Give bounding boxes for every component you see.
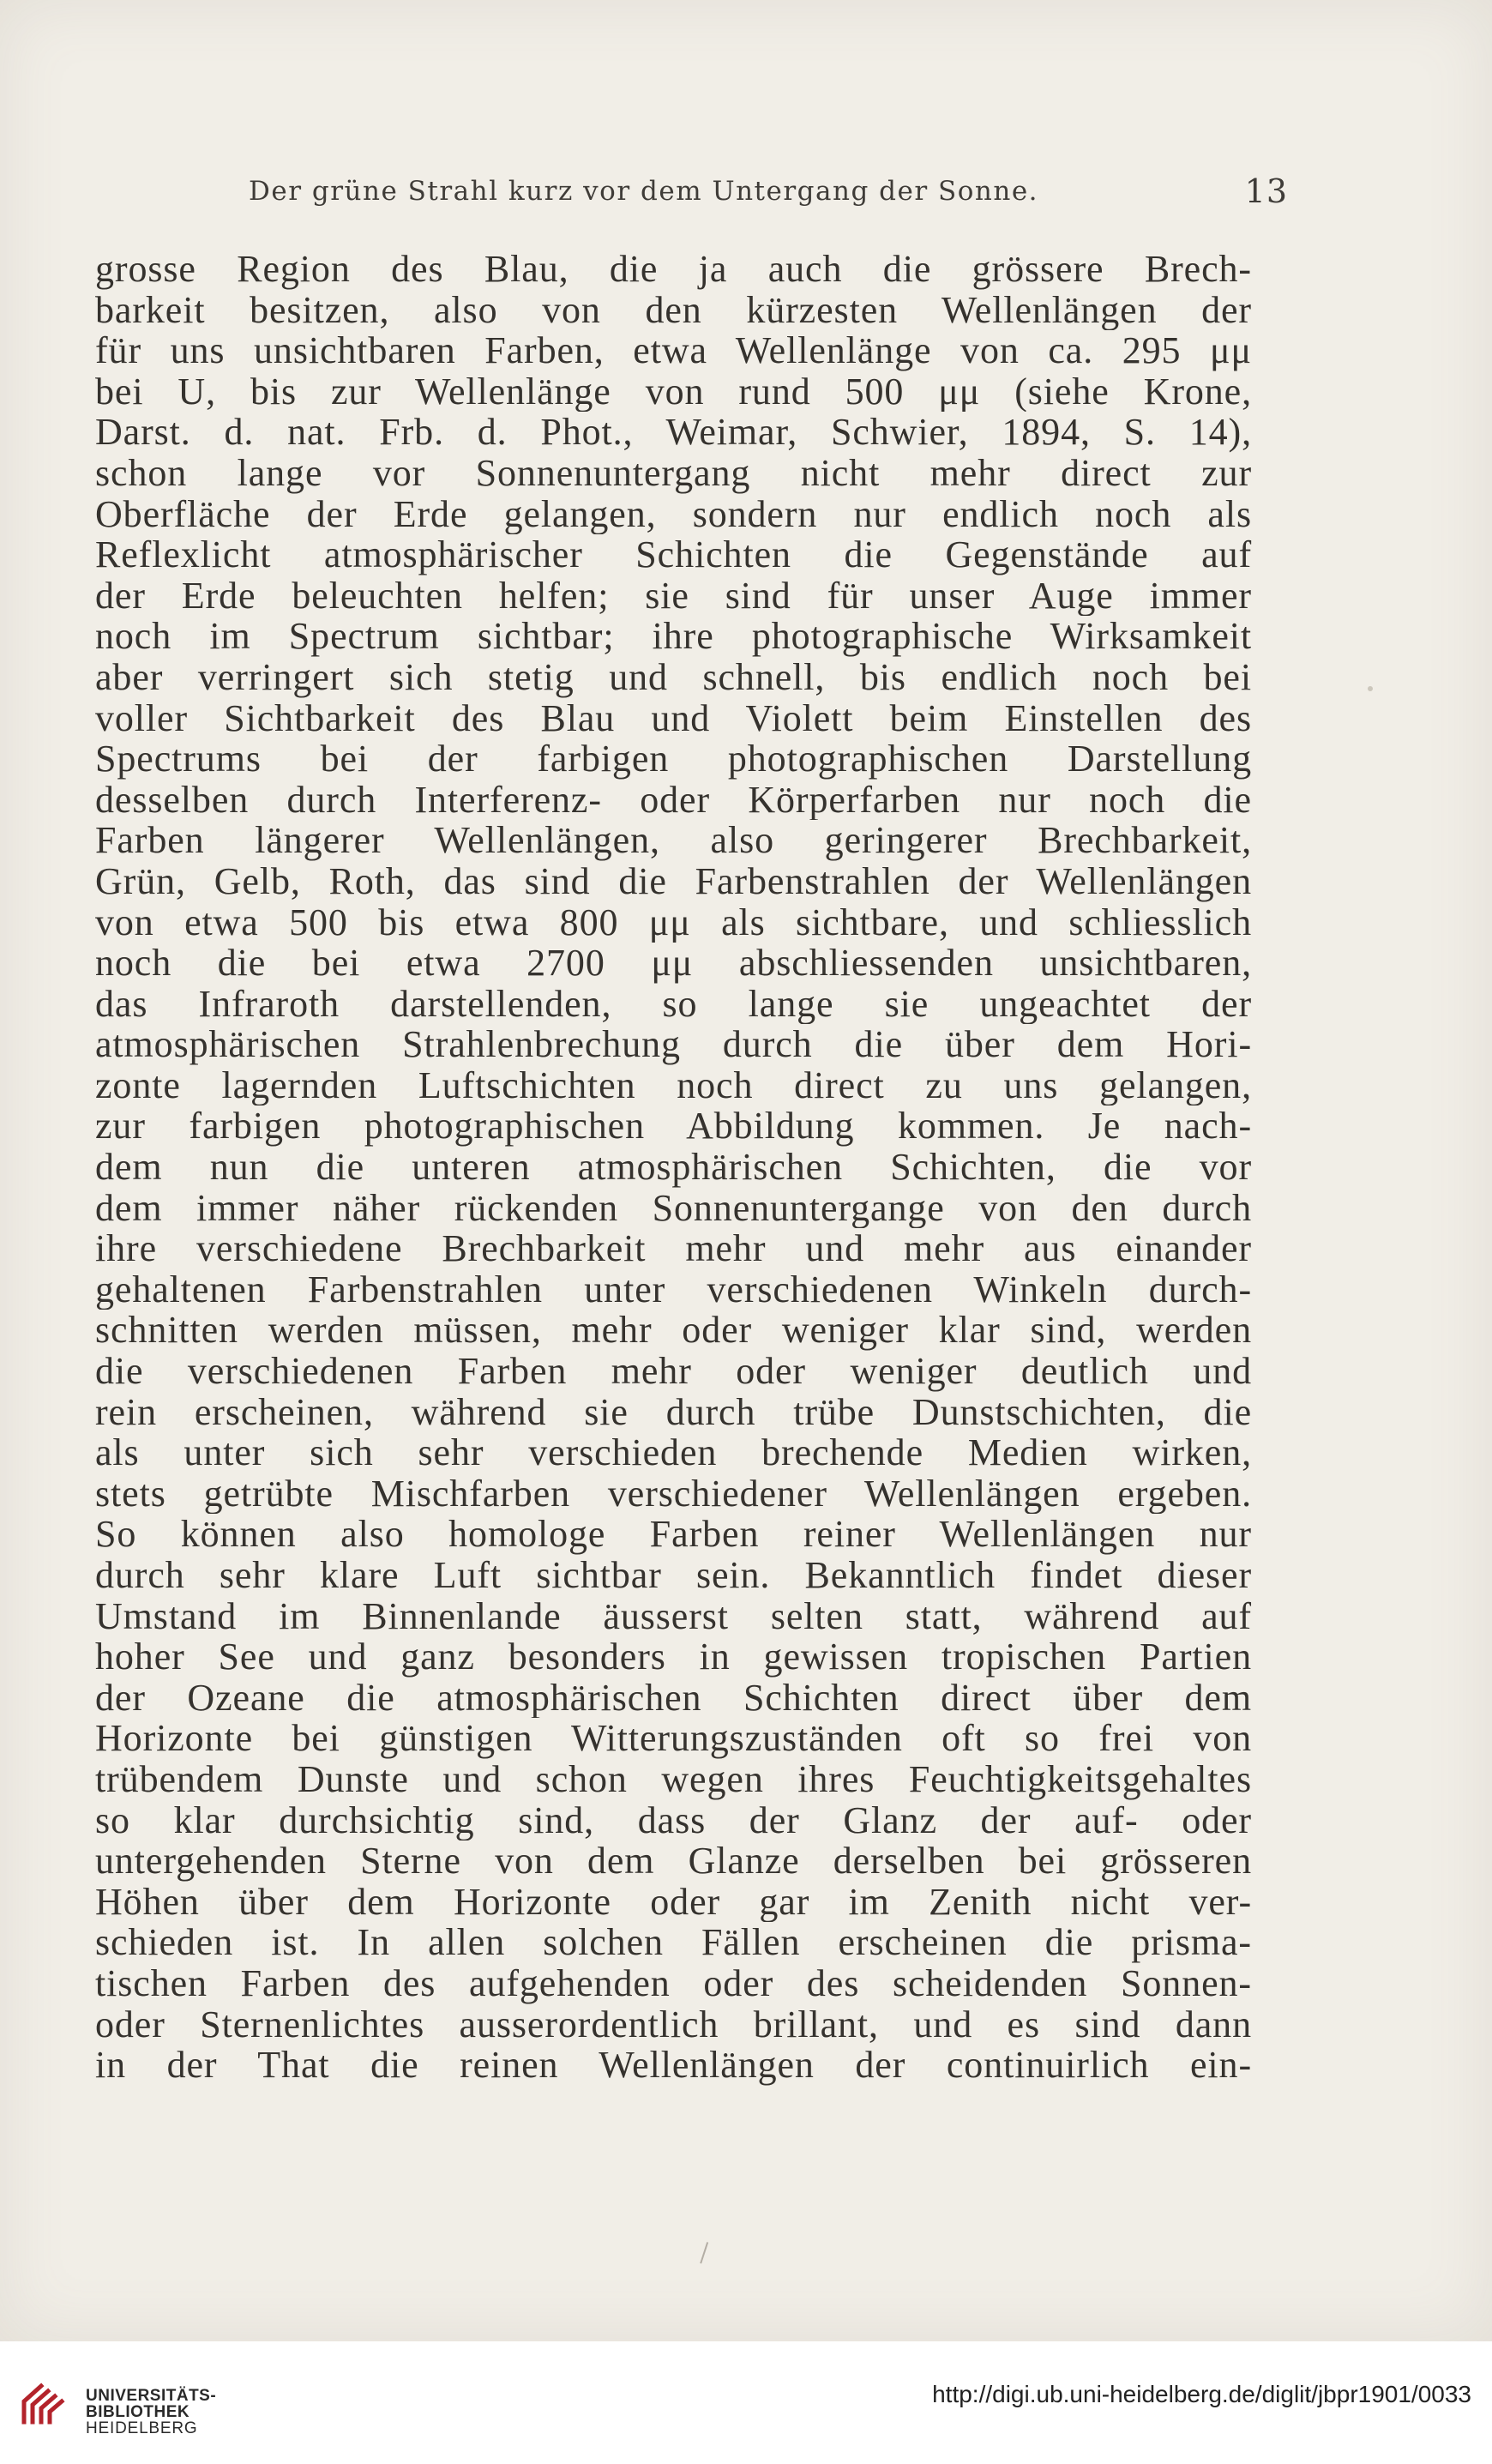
text-line: voller Sichtbarkeit des Blau und Violett beim Einstellen des bbox=[95, 697, 1252, 739]
text-line: dem nun die unteren atmosphärischen Schichten, die vor bbox=[95, 1147, 1252, 1188]
text-line: das Infraroth darstellenden, so lange sie ungeachtet der bbox=[95, 983, 1252, 1025]
text-line: Farben längerer Wellenlängen, also geringerer Brechbarkeit, bbox=[95, 820, 1252, 861]
body-text bbox=[95, 249, 1252, 2086]
text-line: noch im Spectrum sichtbar; ihre photographische Wirksamkeit bbox=[95, 616, 1252, 657]
text-line: Reflexlicht atmosphärischer Schichten die Gegenstände auf bbox=[95, 534, 1252, 575]
text-line: Höhen über dem Horizonte oder gar im Zenith nicht ver- bbox=[95, 1881, 1252, 1923]
text-line: Darst. d. nat. Frb. d. Phot., Weimar, Schwier, 1894, S. 14), bbox=[95, 412, 1252, 453]
text-line: Oberfläche der Erde gelangen, sondern nur endlich noch als bbox=[95, 493, 1252, 535]
footer-bar bbox=[0, 2341, 1492, 2464]
pencil-mark bbox=[700, 2242, 715, 2266]
text-line: ihre verschiedene Brechbarkeit mehr und mehr aus einander bbox=[95, 1228, 1252, 1269]
source-url-link[interactable]: http://digi.ub.uni-heidelberg.de/diglit/jbpr1901/0033 bbox=[932, 2381, 1471, 2407]
text-line: grosse Region des Blau, die ja auch die grössere Brech- bbox=[95, 249, 1252, 290]
text-line: aber verringert sich stetig und schnell, bis endlich noch bei bbox=[95, 656, 1252, 698]
text-line: So können also homologe Farben reiner Wellenlängen nur bbox=[95, 1514, 1252, 1555]
library-name-line: BIBLIOTHEK bbox=[86, 2403, 190, 2421]
text-line: atmosphärischen Strahlenbrechung durch die über dem Hori- bbox=[95, 1024, 1252, 1065]
text-line: oder Sternenlichtes ausserordentlich brillant, und es sind dann bbox=[95, 2003, 1252, 2045]
text-line: stets getrübte Mischfarben verschiedener Wellenlängen ergeben. bbox=[95, 1473, 1252, 1515]
text-line: schnitten werden müssen, mehr oder weniger klar sind, werden bbox=[95, 1310, 1252, 1352]
text-line: Grün, Gelb, Roth, das sind die Farbenstrahlen der Wellenlängen bbox=[95, 860, 1252, 902]
text-line: trübendem Dunste und schon wegen ihres Feuchtigkeitsgehaltes bbox=[95, 1758, 1252, 1800]
text-line: rein erscheinen, während sie durch trübe Dunstschichten, die bbox=[95, 1391, 1252, 1433]
text-line: gehaltenen Farbenstrahlen unter verschiedenen Winkeln durch- bbox=[95, 1268, 1252, 1310]
text-line: untergehenden Sterne von dem Glanze derselben bei grösseren bbox=[95, 1840, 1252, 1882]
text-line: die verschiedenen Farben mehr oder weniger deutlich und bbox=[95, 1351, 1252, 1392]
text-line: als unter sich sehr verschieden brechende Medien wirken, bbox=[95, 1432, 1252, 1473]
text-line: für uns unsichtbaren Farben, etwa Wellenlänge von ca. 295 μμ bbox=[95, 330, 1252, 371]
text-line: zur farbigen photographischen Abbildung kommen. Je nach- bbox=[95, 1105, 1252, 1148]
text-line: hoher See und ganz besonders in gewissen tropischen Partien bbox=[95, 1636, 1252, 1678]
text-line: durch sehr klare Luft sichtbar sein. Bekanntlich findet dieser bbox=[95, 1555, 1252, 1596]
library-name bbox=[86, 2388, 216, 2437]
text-line: in der That die reinen Wellenlängen der continuirlich ein- bbox=[95, 2045, 1252, 2086]
text-line: der Ozeane die atmosphärischen Schichten direct über dem bbox=[95, 1677, 1252, 1719]
text-line: dem immer näher rückenden Sonnenuntergange von den durch bbox=[95, 1187, 1252, 1229]
text-line: zonte lagernden Luftschichten noch direct zu uns gelangen, bbox=[95, 1064, 1252, 1106]
text-line: so klar durchsichtig sind, dass der Glanz der auf- oder bbox=[95, 1799, 1252, 1841]
paper-speck bbox=[1368, 686, 1373, 691]
text-line: desselben durch Interferenz- oder Körperfarben nur noch die bbox=[95, 779, 1252, 821]
page-header bbox=[249, 172, 1288, 219]
text-line: Spectrums bei der farbigen photographischen Darstellung bbox=[95, 738, 1252, 780]
text-line: tischen Farben des aufgehenden oder des scheidenden Sonnen- bbox=[95, 1962, 1252, 2004]
text-line: der Erde beleuchten helfen; sie sind für unser Auge immer bbox=[95, 575, 1252, 617]
text-line: Horizonte bei günstigen Witterungszuständen oft so frei von bbox=[95, 1718, 1252, 1759]
text-line: schon lange vor Sonnenuntergang nicht mehr direct zur bbox=[95, 452, 1252, 494]
running-title: Der grüne Strahl kurz vor dem Untergang der Sonne. bbox=[249, 176, 1039, 207]
text-line: von etwa 500 bis etwa 800 μμ als sichtbare, und schliesslich bbox=[95, 901, 1252, 943]
text-line: noch die bei etwa 2700 μμ abschliessenden unsichtbaren, bbox=[95, 943, 1252, 984]
university-library-logo-icon[interactable] bbox=[15, 2376, 70, 2431]
text-line: Umstand im Binnenlande äusserst selten statt, während auf bbox=[95, 1595, 1252, 1637]
text-line: bei U, bis zur Wellenlänge von rund 500 μμ (siehe Krone, bbox=[95, 371, 1252, 413]
page-number: 13 bbox=[1244, 172, 1288, 210]
library-name-line: UNIVERSITÄTS- bbox=[86, 2387, 217, 2405]
library-name-line: HEIDELBERG bbox=[86, 2419, 198, 2437]
text-line: schieden ist. In allen solchen Fällen erscheinen die prisma- bbox=[95, 1922, 1252, 1963]
text-line: barkeit besitzen, also von den kürzesten Wellenlängen der bbox=[95, 289, 1252, 331]
